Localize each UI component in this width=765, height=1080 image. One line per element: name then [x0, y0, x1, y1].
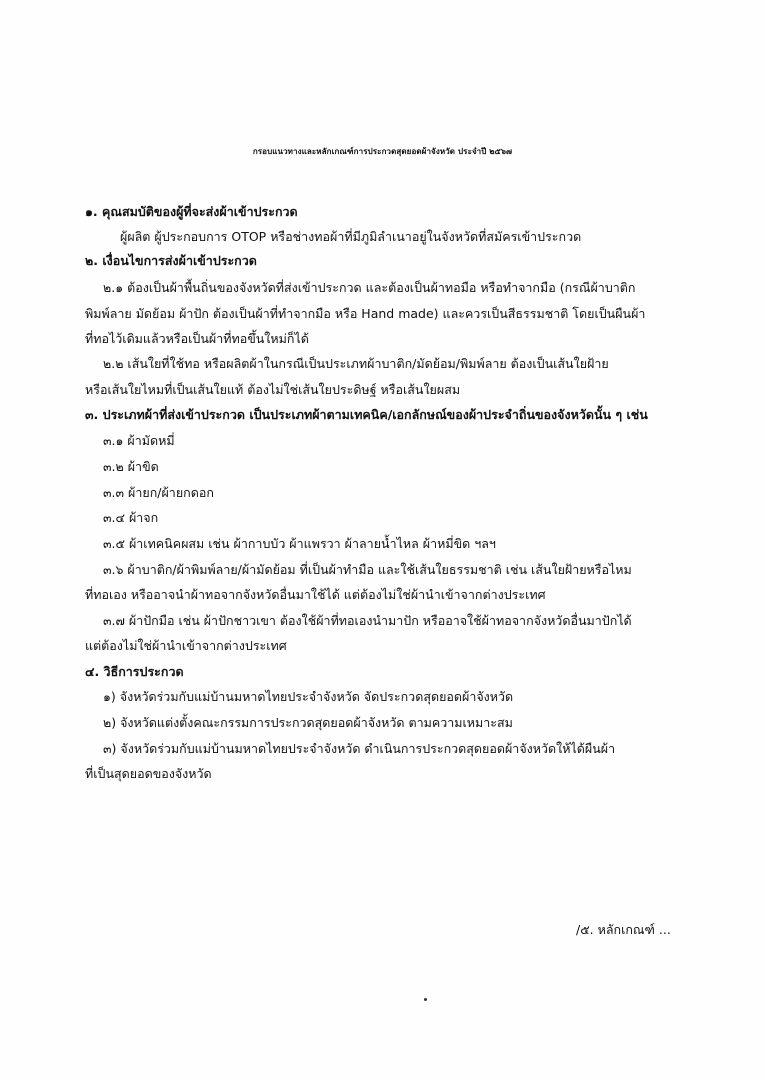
- section-2-2-line-2: หรือเส้นใยไหมที่เป็นเส้นใยแท้ ต้องไม่ใช่เส้นใยประดิษฐ์ หรือเส้นใยผสม: [85, 382, 461, 397]
- section-2-1-line-3: ที่ทอไว้เดิมแล้วหรือเป็นผ้าที่ทอขึ้นใหม่ก็ได้: [85, 331, 309, 346]
- scan-speck: [424, 998, 427, 1001]
- section-4-heading: ๔. วิธีการประกวด: [85, 664, 184, 679]
- section-2-heading: ๒. เงื่อนไขการส่งผ้าเข้าประกวด: [85, 253, 257, 268]
- section-3-item: ๓.๓ ผ้ายก/ผ้ายกดอก: [103, 485, 214, 500]
- section-3-7-line-2: แต่ต้องไม่ใช่ผ้านำเข้าจากต่างประเทศ: [85, 638, 287, 653]
- section-3-heading: ๓. ประเภทผ้าที่ส่งเข้าประกวด เป็นประเภทผ้าตามเทคนิค/เอกลักษณ์ของผ้าประจำถิ่นของจังหวัดนั้น ๆ เช่น: [85, 407, 648, 422]
- section-1-heading: ๑. คุณสมบัติของผู้ที่จะส่งผ้าเข้าประกวด: [85, 204, 298, 219]
- section-3-item: ๓.๔ ผ้าจก: [103, 510, 159, 525]
- section-4-item-2: ๒) จังหวัดแต่งตั้งคณะกรรมการประกวดสุดยอดผ้าจังหวัด ตามความเหมาะสม: [103, 715, 513, 730]
- section-3-7-line-1: ๓.๗ ผ้าปักมือ เช่น ผ้าปักชาวเขา ต้องใช้ผ้าที่ทอเองนำมาปัก หรืออาจใช้ผ้าทอจากจังหวัดอื่นมาปักได้: [103, 613, 632, 628]
- section-4-item-3-line-1: ๓) จังหวัดร่วมกับแม่บ้านมหาดไทยประจำจังหวัด ดำเนินการประกวดสุดยอดผ้าจังหวัดให้ได้ผืนผ้า: [103, 741, 616, 756]
- section-2-1-line-2: พิมพ์ลาย มัดย้อม ผ้าปัก ต้องเป็นผ้าที่ทำจากมือ หรือ Hand made) และควรเป็นสีธรรมชาติ โดยเป็นผืนผ้า: [85, 306, 646, 321]
- section-3-6-line-1: ๓.๖ ผ้าบาติก/ผ้าพิมพ์ลาย/ผ้ามัดย้อม ที่เป็นผ้าทำมือ และใช้เส้นใยธรรมชาติ เช่น เส้นใยฝ้ายหรือไหม: [103, 562, 632, 577]
- section-4-item-3-line-2: ที่เป็นสุดยอดของจังหวัด: [85, 766, 212, 781]
- section-2-2-line-1: ๒.๒ เส้นใยที่ใช้ทอ หรือผลิตผ้าในกรณีเป็นประเภทผ้าบาติก/มัดย้อม/พิมพ์ลาย ต้องเป็นเส้นใยฝ้าย: [103, 356, 609, 371]
- document-title: กรอบแนวทางและหลักเกณฑ์การประกวดสุดยอดผ้าจังหวัด ประจำปี ๒๕๖๗: [252, 147, 513, 156]
- section-3-item: ๓.๒ ผ้าขิด: [103, 459, 159, 474]
- section-2-1-line-1: ๒.๑ ต้องเป็นผ้าพื้นถิ่นของจังหวัดที่ส่งเข้าประกวด และต้องเป็นผ้าทอมือ หรือทำจากมือ (กรณีผ้าบาติก: [103, 280, 636, 295]
- section-4-item-1: ๑) จังหวัดร่วมกับแม่บ้านมหาดไทยประจำจังหวัด จัดประกวดสุดยอดผ้าจังหวัด: [103, 689, 514, 704]
- section-1-body: ผู้ผลิต ผู้ประกอบการ OTOP หรือช่างทอผ้าที่มีภูมิลำเนาอยู่ในจังหวัดที่สมัครเข้าประกวด: [120, 229, 582, 244]
- section-3-item: ๓.๑ ผ้ามัดหมี่: [103, 433, 175, 448]
- continuation-reference: /๕. หลักเกณฑ์ ...: [576, 922, 671, 937]
- section-3-item: ๓.๕ ผ้าเทคนิคผสม เช่น ผ้ากาบบัว ผ้าแพรวา ผ้าลายน้ำไหล ผ้าหมี่ขิด ฯลฯ: [103, 536, 496, 551]
- section-3-6-line-2: ที่ทอเอง หรืออาจนำผ้าทอจากจังหวัดอื่นมาใช้ได้ แต่ต้องไม่ใช่ผ้านำเข้าจากต่างประเทศ: [85, 587, 546, 602]
